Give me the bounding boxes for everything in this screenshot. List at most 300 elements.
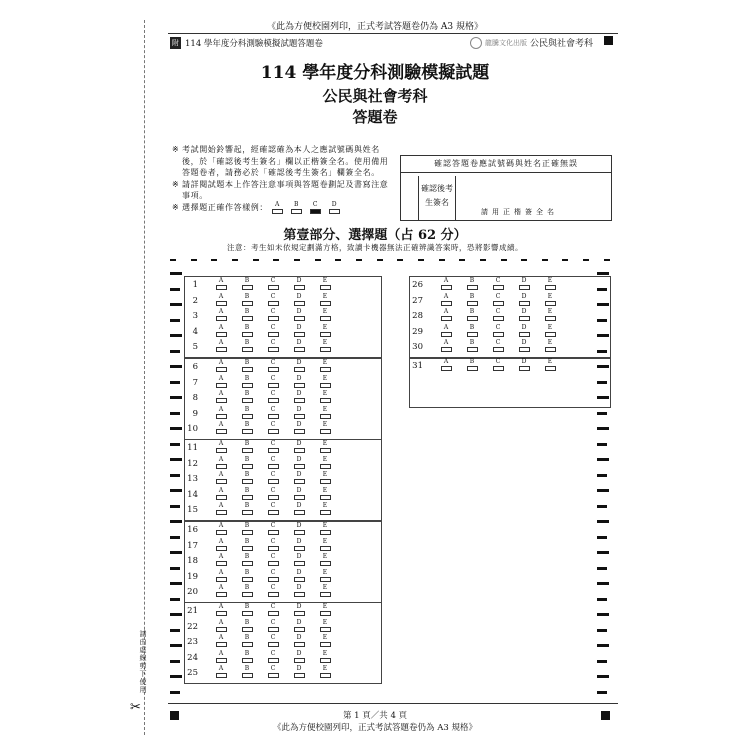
answer-option[interactable] [260,666,286,678]
answer-option[interactable] [260,407,286,419]
answer-option[interactable] [537,359,563,371]
answer-option[interactable] [286,278,312,290]
answer-option[interactable] [312,570,338,582]
answer-bubble[interactable] [216,383,227,388]
answer-option[interactable] [433,309,459,321]
answer-bubble[interactable] [294,530,305,535]
answer-bubble[interactable] [242,642,253,647]
answer-bubble[interactable] [294,301,305,306]
answer-bubble[interactable] [242,658,253,663]
answer-option[interactable] [260,422,286,434]
answer-bubble[interactable] [320,627,331,632]
answer-option[interactable] [234,441,260,453]
answer-option[interactable] [286,325,312,337]
answer-bubble[interactable] [242,414,253,419]
answer-option[interactable] [260,620,286,632]
answer-option[interactable] [511,278,537,290]
answer-option[interactable] [208,407,234,419]
answer-option[interactable] [485,359,511,371]
answer-option[interactable] [312,325,338,337]
answer-bubble[interactable] [320,448,331,453]
answer-option[interactable] [511,294,537,306]
answer-bubble[interactable] [242,301,253,306]
answer-option[interactable] [208,620,234,632]
answer-bubble[interactable] [216,642,227,647]
answer-option[interactable] [208,309,234,321]
answer-bubble[interactable] [320,546,331,551]
answer-bubble[interactable] [242,495,253,500]
answer-bubble[interactable] [242,546,253,551]
answer-option[interactable] [312,635,338,647]
answer-bubble[interactable] [519,316,530,321]
answer-bubble[interactable] [320,592,331,597]
answer-bubble[interactable] [294,561,305,566]
answer-option[interactable] [312,309,338,321]
answer-option[interactable] [286,503,312,515]
answer-bubble[interactable] [441,301,452,306]
answer-bubble[interactable] [320,414,331,419]
answer-option[interactable] [208,278,234,290]
answer-option[interactable] [485,325,511,337]
answer-option[interactable] [208,488,234,500]
answer-bubble[interactable] [242,627,253,632]
answer-bubble[interactable] [294,495,305,500]
answer-bubble[interactable] [268,414,279,419]
answer-option[interactable] [433,278,459,290]
answer-bubble[interactable] [268,383,279,388]
answer-option[interactable] [208,391,234,403]
answer-bubble[interactable] [493,332,504,337]
answer-option[interactable] [234,407,260,419]
answer-bubble[interactable] [216,673,227,678]
answer-bubble[interactable] [493,285,504,290]
answer-option[interactable] [433,325,459,337]
answer-bubble[interactable] [320,673,331,678]
answer-bubble[interactable] [216,658,227,663]
answer-bubble[interactable] [216,448,227,453]
answer-option[interactable] [286,340,312,352]
answer-option[interactable] [286,539,312,551]
answer-option[interactable] [511,359,537,371]
answer-bubble[interactable] [320,285,331,290]
answer-bubble[interactable] [242,429,253,434]
answer-bubble[interactable] [242,479,253,484]
answer-option[interactable] [312,360,338,372]
answer-option[interactable] [485,340,511,352]
answer-option[interactable] [234,539,260,551]
answer-option[interactable] [234,620,260,632]
answer-bubble[interactable] [441,347,452,352]
answer-option[interactable] [312,294,338,306]
answer-bubble[interactable] [519,347,530,352]
answer-bubble[interactable] [545,301,556,306]
answer-bubble[interactable] [294,479,305,484]
answer-option[interactable] [208,360,234,372]
answer-bubble[interactable] [216,316,227,321]
answer-bubble[interactable] [268,611,279,616]
answer-bubble[interactable] [216,464,227,469]
answer-bubble[interactable] [519,301,530,306]
answer-bubble[interactable] [441,316,452,321]
answer-bubble[interactable] [268,577,279,582]
answer-bubble[interactable] [320,642,331,647]
answer-option[interactable] [208,294,234,306]
answer-bubble[interactable] [268,398,279,403]
answer-bubble[interactable] [467,301,478,306]
answer-option[interactable] [312,604,338,616]
answer-option[interactable] [433,340,459,352]
answer-bubble[interactable] [294,285,305,290]
answer-option[interactable] [312,472,338,484]
answer-option[interactable] [286,360,312,372]
answer-option[interactable] [286,488,312,500]
answer-option[interactable] [260,523,286,535]
answer-option[interactable] [234,488,260,500]
answer-option[interactable] [234,376,260,388]
answer-bubble[interactable] [320,611,331,616]
answer-bubble[interactable] [320,301,331,306]
answer-option[interactable] [312,340,338,352]
answer-bubble[interactable] [216,627,227,632]
answer-option[interactable] [260,488,286,500]
answer-option[interactable] [234,457,260,469]
answer-bubble[interactable] [216,301,227,306]
answer-bubble[interactable] [493,301,504,306]
signature-field[interactable]: 請用正楷簽全名 [481,208,558,216]
answer-bubble[interactable] [441,332,452,337]
answer-bubble[interactable] [242,383,253,388]
answer-bubble[interactable] [320,577,331,582]
answer-option[interactable] [286,457,312,469]
answer-bubble[interactable] [268,479,279,484]
answer-option[interactable] [312,523,338,535]
answer-option[interactable] [286,523,312,535]
answer-bubble[interactable] [242,448,253,453]
answer-option[interactable] [511,309,537,321]
answer-bubble[interactable] [493,366,504,371]
answer-option[interactable] [286,570,312,582]
answer-bubble[interactable] [519,285,530,290]
answer-option[interactable] [286,376,312,388]
answer-option[interactable] [234,325,260,337]
answer-option[interactable] [286,604,312,616]
answer-option[interactable] [286,422,312,434]
answer-option[interactable] [312,441,338,453]
answer-bubble[interactable] [268,658,279,663]
answer-option[interactable] [208,585,234,597]
answer-bubble[interactable] [268,495,279,500]
answer-option[interactable] [537,325,563,337]
answer-option[interactable] [286,407,312,419]
answer-option[interactable] [260,604,286,616]
answer-option[interactable] [286,554,312,566]
answer-bubble[interactable] [216,577,227,582]
answer-option[interactable] [286,441,312,453]
answer-option[interactable] [286,472,312,484]
answer-option[interactable] [234,503,260,515]
answer-bubble[interactable] [467,347,478,352]
answer-bubble[interactable] [320,383,331,388]
answer-option[interactable] [234,666,260,678]
answer-bubble[interactable] [268,429,279,434]
answer-bubble[interactable] [268,464,279,469]
answer-bubble[interactable] [268,627,279,632]
answer-option[interactable] [208,651,234,663]
answer-bubble[interactable] [294,510,305,515]
answer-option[interactable] [208,554,234,566]
answer-bubble[interactable] [268,673,279,678]
answer-option[interactable] [234,585,260,597]
answer-option[interactable] [234,340,260,352]
answer-bubble[interactable] [320,561,331,566]
answer-bubble[interactable] [268,510,279,515]
answer-option[interactable] [260,503,286,515]
answer-bubble[interactable] [242,611,253,616]
answer-option[interactable] [459,325,485,337]
answer-option[interactable] [433,294,459,306]
answer-bubble[interactable] [320,495,331,500]
answer-option[interactable] [208,570,234,582]
answer-bubble[interactable] [216,530,227,535]
answer-option[interactable] [260,554,286,566]
answer-bubble[interactable] [242,510,253,515]
answer-bubble[interactable] [268,561,279,566]
answer-bubble[interactable] [242,577,253,582]
answer-bubble[interactable] [467,285,478,290]
answer-option[interactable] [260,472,286,484]
answer-bubble[interactable] [320,658,331,663]
answer-option[interactable] [208,457,234,469]
answer-bubble[interactable] [268,367,279,372]
answer-option[interactable] [312,666,338,678]
answer-option[interactable] [312,539,338,551]
answer-bubble[interactable] [493,347,504,352]
answer-bubble[interactable] [294,367,305,372]
answer-bubble[interactable] [294,332,305,337]
answer-bubble[interactable] [441,285,452,290]
answer-bubble[interactable] [216,414,227,419]
answer-option[interactable] [234,651,260,663]
answer-bubble[interactable] [467,332,478,337]
answer-bubble[interactable] [320,464,331,469]
answer-option[interactable] [511,325,537,337]
answer-bubble[interactable] [294,642,305,647]
answer-bubble[interactable] [320,429,331,434]
answer-bubble[interactable] [294,383,305,388]
answer-bubble[interactable] [268,592,279,597]
answer-bubble[interactable] [242,398,253,403]
answer-bubble[interactable] [242,347,253,352]
answer-option[interactable] [234,472,260,484]
answer-bubble[interactable] [320,332,331,337]
answer-bubble[interactable] [294,546,305,551]
answer-option[interactable] [260,585,286,597]
answer-option[interactable] [234,294,260,306]
answer-bubble[interactable] [216,546,227,551]
answer-option[interactable] [312,391,338,403]
answer-option[interactable] [312,488,338,500]
answer-bubble[interactable] [216,398,227,403]
answer-bubble[interactable] [294,429,305,434]
answer-bubble[interactable] [467,366,478,371]
answer-bubble[interactable] [268,347,279,352]
answer-option[interactable] [208,666,234,678]
answer-option[interactable] [537,294,563,306]
answer-bubble[interactable] [320,510,331,515]
answer-option[interactable] [537,309,563,321]
answer-option[interactable] [312,651,338,663]
answer-option[interactable] [537,278,563,290]
answer-option[interactable] [234,570,260,582]
answer-option[interactable] [260,294,286,306]
answer-bubble[interactable] [242,592,253,597]
answer-option[interactable] [234,391,260,403]
answer-option[interactable] [208,503,234,515]
answer-option[interactable] [234,278,260,290]
answer-option[interactable] [208,523,234,535]
answer-option[interactable] [537,340,563,352]
answer-option[interactable] [260,309,286,321]
answer-bubble[interactable] [242,367,253,372]
answer-option[interactable] [234,604,260,616]
answer-option[interactable] [260,635,286,647]
answer-bubble[interactable] [519,366,530,371]
answer-option[interactable] [208,441,234,453]
answer-option[interactable] [208,422,234,434]
answer-option[interactable] [286,391,312,403]
answer-bubble[interactable] [545,285,556,290]
answer-option[interactable] [286,651,312,663]
answer-option[interactable] [208,340,234,352]
answer-bubble[interactable] [294,577,305,582]
answer-option[interactable] [511,340,537,352]
answer-option[interactable] [459,340,485,352]
answer-bubble[interactable] [294,398,305,403]
answer-option[interactable] [234,360,260,372]
answer-bubble[interactable] [294,347,305,352]
answer-bubble[interactable] [216,611,227,616]
answer-option[interactable] [459,278,485,290]
answer-option[interactable] [260,325,286,337]
answer-option[interactable] [312,503,338,515]
answer-option[interactable] [286,294,312,306]
answer-bubble[interactable] [294,592,305,597]
answer-bubble[interactable] [545,347,556,352]
answer-bubble[interactable] [320,316,331,321]
answer-bubble[interactable] [320,398,331,403]
answer-bubble[interactable] [545,332,556,337]
answer-option[interactable] [208,604,234,616]
answer-bubble[interactable] [294,673,305,678]
answer-bubble[interactable] [268,332,279,337]
answer-bubble[interactable] [268,642,279,647]
answer-option[interactable] [485,278,511,290]
answer-bubble[interactable] [242,561,253,566]
answer-option[interactable] [286,620,312,632]
answer-option[interactable] [485,309,511,321]
answer-bubble[interactable] [268,546,279,551]
answer-bubble[interactable] [242,464,253,469]
answer-bubble[interactable] [242,316,253,321]
answer-option[interactable] [260,570,286,582]
answer-option[interactable] [208,325,234,337]
answer-option[interactable] [260,539,286,551]
answer-option[interactable] [260,651,286,663]
answer-option[interactable] [312,376,338,388]
answer-option[interactable] [208,539,234,551]
answer-bubble[interactable] [216,429,227,434]
answer-bubble[interactable] [545,316,556,321]
answer-option[interactable] [312,620,338,632]
answer-option[interactable] [234,422,260,434]
answer-bubble[interactable] [294,464,305,469]
answer-bubble[interactable] [294,627,305,632]
answer-option[interactable] [312,457,338,469]
answer-bubble[interactable] [216,285,227,290]
answer-option[interactable] [433,359,459,371]
answer-bubble[interactable] [216,367,227,372]
answer-bubble[interactable] [268,316,279,321]
answer-bubble[interactable] [294,611,305,616]
answer-bubble[interactable] [242,673,253,678]
answer-option[interactable] [459,359,485,371]
answer-option[interactable] [234,309,260,321]
answer-option[interactable] [312,585,338,597]
answer-option[interactable] [260,441,286,453]
answer-option[interactable] [459,294,485,306]
answer-option[interactable] [208,472,234,484]
answer-bubble[interactable] [320,479,331,484]
answer-bubble[interactable] [268,285,279,290]
answer-option[interactable] [485,294,511,306]
answer-bubble[interactable] [242,332,253,337]
answer-bubble[interactable] [545,366,556,371]
answer-bubble[interactable] [268,301,279,306]
answer-bubble[interactable] [216,479,227,484]
answer-option[interactable] [260,278,286,290]
answer-option[interactable] [286,309,312,321]
answer-bubble[interactable] [493,316,504,321]
answer-bubble[interactable] [216,561,227,566]
answer-bubble[interactable] [294,414,305,419]
answer-bubble[interactable] [216,510,227,515]
answer-option[interactable] [260,457,286,469]
answer-bubble[interactable] [320,367,331,372]
answer-option[interactable] [459,309,485,321]
answer-option[interactable] [208,635,234,647]
answer-bubble[interactable] [294,448,305,453]
answer-option[interactable] [312,407,338,419]
answer-bubble[interactable] [268,448,279,453]
answer-option[interactable] [312,422,338,434]
answer-bubble[interactable] [216,332,227,337]
answer-bubble[interactable] [294,658,305,663]
answer-bubble[interactable] [320,347,331,352]
answer-bubble[interactable] [268,530,279,535]
answer-bubble[interactable] [242,285,253,290]
answer-option[interactable] [312,278,338,290]
answer-option[interactable] [312,554,338,566]
answer-option[interactable] [260,376,286,388]
answer-bubble[interactable] [242,530,253,535]
answer-option[interactable] [286,666,312,678]
answer-option[interactable] [260,391,286,403]
answer-bubble[interactable] [216,347,227,352]
answer-option[interactable] [260,340,286,352]
answer-option[interactable] [286,635,312,647]
answer-bubble[interactable] [467,316,478,321]
answer-option[interactable] [234,523,260,535]
